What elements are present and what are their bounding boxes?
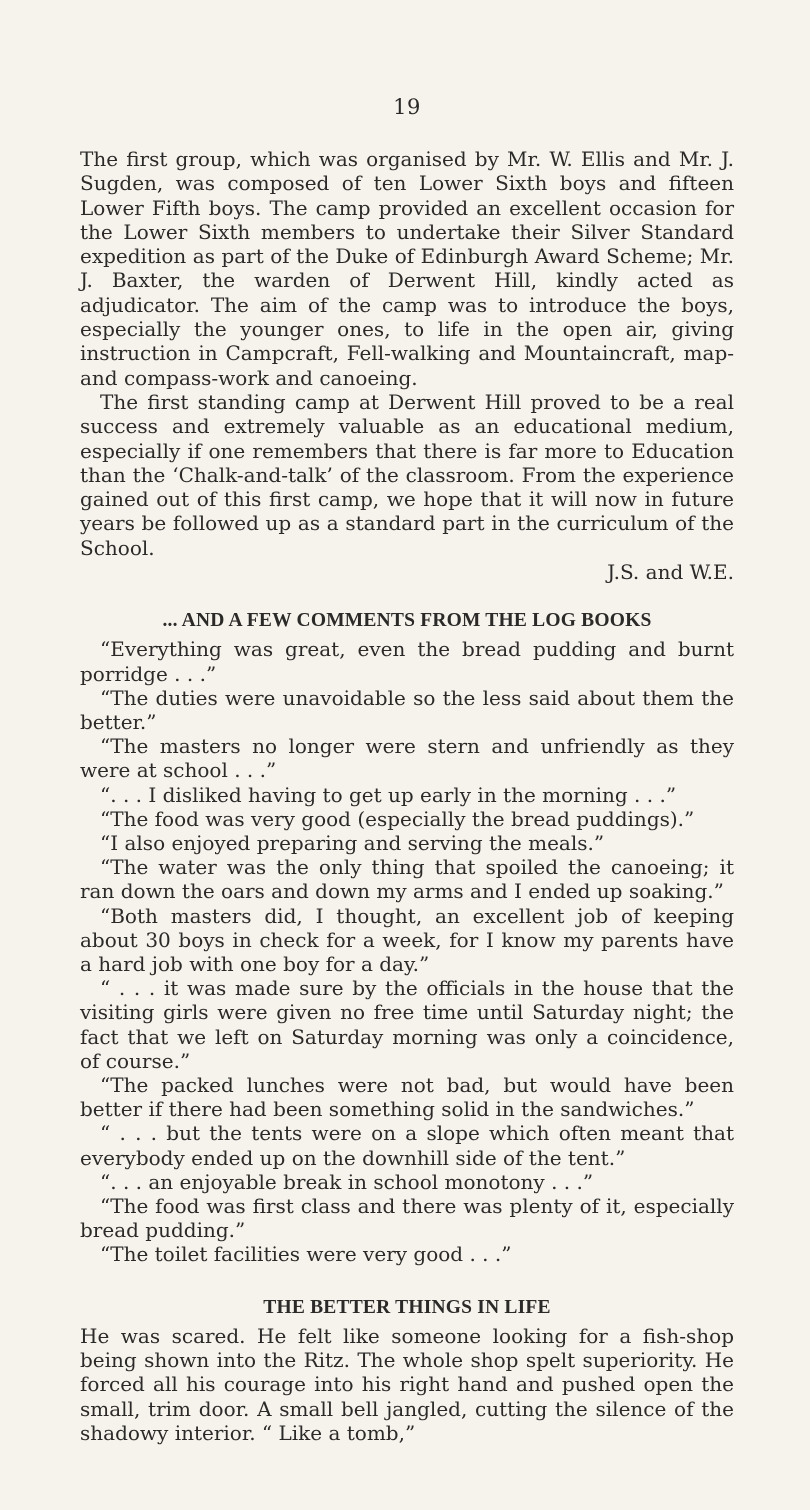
log-quote: “ . . . but the tents were on a slope which often meant that everybody ended up on the downhill side of the tent.” bbox=[80, 1121, 734, 1170]
camp-report-paragraph-1: The first group, which was organised by Mr. W. Ellis and Mr. J. Sugden, was composed of ten Lower Sixth boys and fifteen Lower Fifth boys. The camp provided an excellent occasion for the Lower Sixth members to undertake their Silver Standard expedition as part of the Duke of Edinburgh Award Scheme; Mr. J. Baxter, the warden of Derwent Hill, kindly acted as adjudicator. The aim of the camp was to introduce the boys, especially the younger ones, to life in the open air, giving instruction in Campcraft, Fell-walking and Mountaincraft, map- and compass-work and canoeing. bbox=[80, 147, 734, 390]
camp-report-section bbox=[80, 147, 734, 584]
story-heading: THE BETTER THINGS IN LIFE bbox=[263, 1296, 551, 1318]
log-book-comments-section bbox=[80, 610, 734, 1266]
log-quote: “The food was first class and there was plenty of it, especially bread pudding.” bbox=[80, 1194, 734, 1243]
log-quote: “The duties were unavoidable so the less said about them the better.” bbox=[80, 685, 734, 734]
log-quote: “The packed lunches were not bad, but would have been better if there had been something solid in the sandwiches.” bbox=[80, 1073, 734, 1122]
log-quote: “. . . I disliked having to get up early in the morning . . .” bbox=[100, 782, 677, 807]
log-quote: “The toilet facilities were very good . . .” bbox=[100, 1242, 512, 1267]
page bbox=[80, 95, 734, 1445]
story-section bbox=[80, 1297, 734, 1445]
log-quote: “Both masters did, I thought, an excellent job of keeping about 30 boys in check for a week, for I know my parents have a hard job with one boy for a day.” bbox=[80, 903, 734, 976]
log-quote: “ . . . it was made sure by the officials in the house that the visiting girls were given no free time until Saturday night; the fact that we left on Saturday morning was only a coincidence, of course.” bbox=[80, 976, 734, 1073]
log-book-heading: ... AND A FEW COMMENTS FROM THE LOG BOOKS bbox=[162, 610, 652, 632]
log-quote: “The food was very good (especially the bread puddings).” bbox=[100, 806, 695, 831]
log-quote: “The water was the only thing that spoiled the canoeing; it ran down the oars and down my arms and I ended up soaking.” bbox=[80, 855, 734, 904]
log-quote: “I also enjoyed preparing and serving the meals.” bbox=[100, 830, 605, 855]
story-paragraph: He was scared. He felt like someone looking for a fish-shop being shown into the Ritz. The whole shop spelt superiority. He forced all his courage into his right hand and pushed open the small, trim door. A small bell jangled, cutting the silence of the shadowy interior. “ Like a tomb,” bbox=[80, 1323, 734, 1445]
author-signature: J.S. and W.E. bbox=[607, 560, 734, 585]
log-quote: “Everything was great, even the bread pudding and burnt porridge . . .” bbox=[80, 637, 734, 686]
log-quote: “The masters no longer were stern and unfriendly as they were at school . . .” bbox=[80, 734, 734, 783]
log-quote: “. . . an enjoyable break in school monotony . . .” bbox=[100, 1169, 594, 1194]
page-number: 19 bbox=[393, 95, 421, 119]
camp-report-paragraph-2: The first standing camp at Derwent Hill proved to be a real success and extremely valuable as an educational medium, especially if one remembers that there is far more to Education than the ‘Chalk-and-talk’ of the classroom. From the experience gained out of this first camp, we hope that it will now in future years be followed up as a standard part in the curriculum of the School. bbox=[80, 389, 734, 560]
